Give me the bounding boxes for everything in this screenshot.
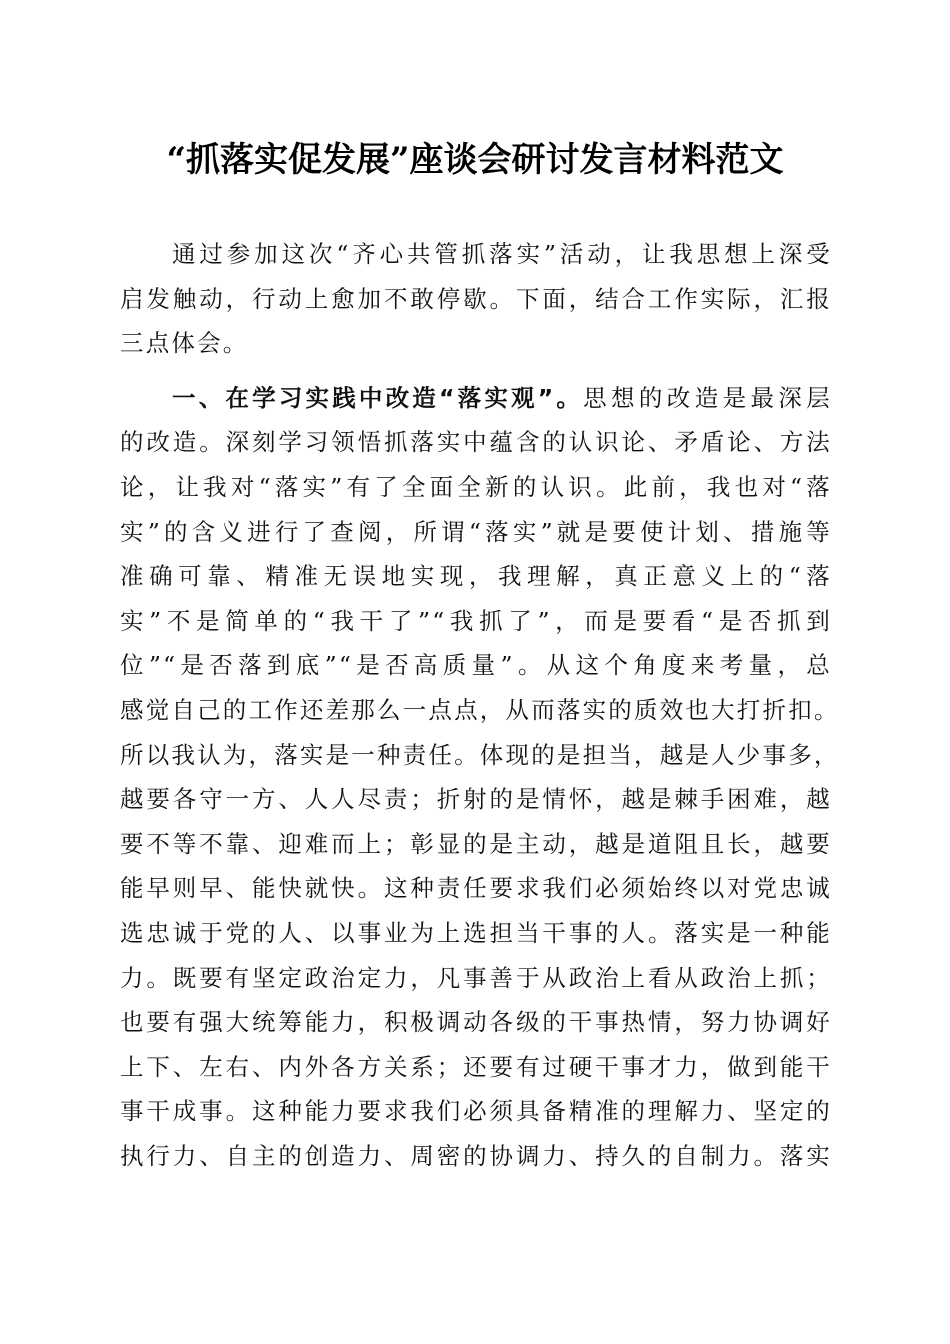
document-body: [120, 232, 840, 1178]
intro-line: 三点体会。: [120, 329, 249, 358]
section1-first-line: [120, 376, 832, 421]
section1-line: 选忠诚于党的人、以事业为上选担当干事的人。落实是一种能: [120, 918, 832, 947]
section1-line: 也要有强大统筹能力，积极调动各级的干事热情，努力协调好: [120, 1008, 832, 1037]
section1-line: 实”不是简单的“我干了”“我抓了”，而是要看“是否抓到: [120, 606, 832, 635]
section1-first-line-rest: 思想的改造是最深层: [583, 383, 832, 412]
section1-line: 力。既要有坚定政治定力，凡事善于从政治上看从政治上抓；: [120, 963, 832, 992]
section1-line: 的改造。深刻学习领悟抓落实中蕴含的认识论、矛盾论、方法: [120, 428, 832, 457]
section1-line: 论，让我对“落实”有了全面全新的认识。此前，我也对“落: [120, 472, 832, 501]
section1-line: 越要各守一方、人人尽责；折射的是情怀，越是棘手困难，越: [120, 785, 832, 814]
section1-heading: 一、在学习实践中改造“落实观”。: [172, 383, 584, 412]
section1-line: 能早则早、能快就快。这种责任要求我们必须始终以对党忠诚: [120, 874, 832, 903]
section1-line: 执行力、自主的创造力、周密的协调力、持久的自制力。落实: [120, 1141, 832, 1170]
intro-line: 启发触动，行动上愈加不敢停歇。下面，结合工作实际，汇报: [120, 284, 832, 313]
intro-line: 通过参加这次“齐心共管抓落实”活动，让我思想上深受: [172, 240, 832, 268]
section1-line: 事干成事。这种能力要求我们必须具备精准的理解力、坚定的: [120, 1097, 832, 1126]
section1-line: 上下、左右、内外各方关系；还要有过硬干事才力，做到能干: [120, 1052, 832, 1081]
section1-line: 实”的含义进行了查阅，所谓“落实”就是要使计划、措施等: [120, 517, 832, 546]
section1-line: 感觉自己的工作还差那么一点点，从而落实的质效也大打折扣。: [120, 695, 840, 724]
section1-line: 要不等不靠、迎难而上；彰显的是主动，越是道阻且长，越要: [120, 829, 832, 858]
paragraph-gap: [120, 366, 832, 376]
section1-line: 位”“是否落到底”“是否高质量”。从这个角度来考量，总: [120, 651, 832, 680]
document-title: “抓落实促发展”座谈会研讨发言材料范文: [166, 140, 784, 180]
section1-line: 所以我认为，落实是一种责任。体现的是担当，越是人少事多，: [120, 740, 840, 769]
section1-line: 准确可靠、精准无误地实现，我理解，真正意义上的“落: [120, 562, 832, 591]
